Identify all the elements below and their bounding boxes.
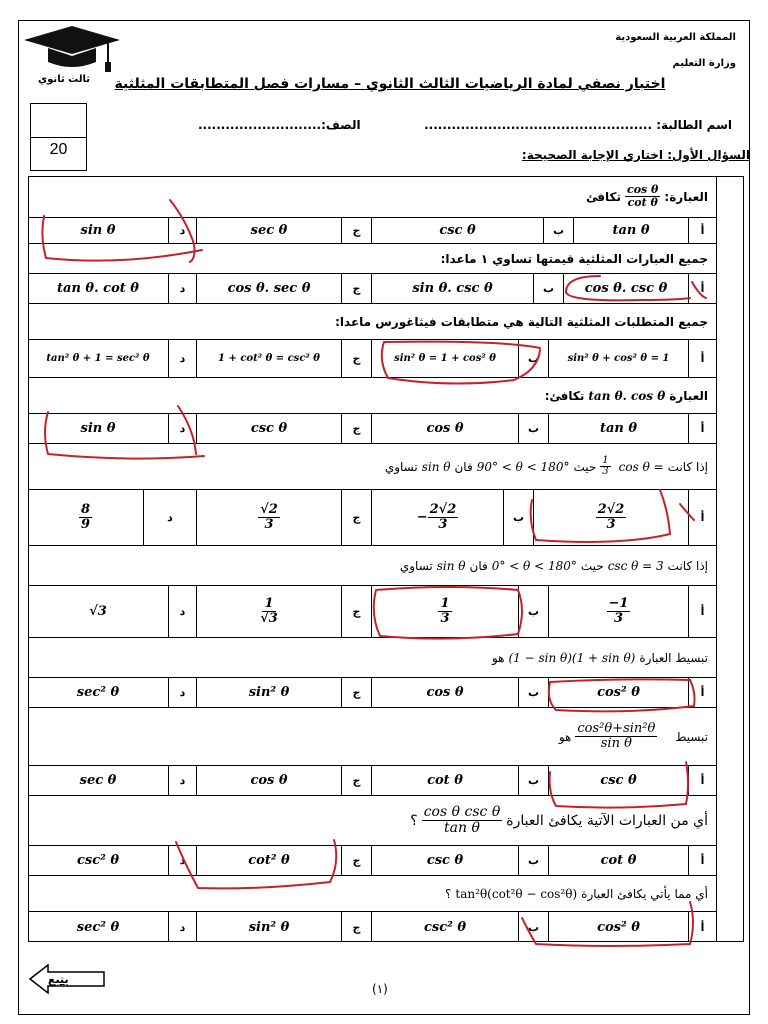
ministry-label: وزارة التعليم [672, 58, 736, 69]
option-b[interactable]: sin θ. csc θ [371, 274, 533, 303]
option-c[interactable]: cos θ. sec θ [196, 274, 341, 303]
page-number: (١) [372, 982, 388, 996]
option-a[interactable]: csc θ [548, 766, 688, 795]
option-a[interactable]: cot θ [548, 846, 688, 875]
grade-badge: ثالث ثانوي [38, 74, 91, 85]
option-a[interactable]: tan θ [548, 414, 688, 443]
option-b[interactable]: cot θ [371, 766, 518, 795]
option-c[interactable]: cos θ [196, 766, 341, 795]
option-a[interactable]: cos² θ [548, 678, 688, 707]
option-a[interactable]: cos θ. csc θ [563, 274, 688, 303]
question-1-options: أ tan θ ب csc θ ج sec θ د sin θ [28, 218, 716, 244]
option-d[interactable]: sec² θ [76, 685, 120, 700]
option-c[interactable]: $\frac{1}{√3}$ [196, 586, 341, 637]
question-8-options: أ csc θ ب cot θ ج cos θ د sec θ [28, 766, 716, 796]
option-d[interactable]: csc² θ [76, 853, 120, 868]
question-8-statement: تبسيط $\frac{\text{cos²θ+sin²θ}}{\text{sin θ}}$ هو [28, 708, 716, 766]
option-b[interactable]: − $\frac{2√2}{3}$ [371, 490, 503, 545]
student-name-field[interactable]: اسم الطالبة: .................................................. [424, 118, 732, 132]
option-b[interactable]: csc² θ [371, 912, 518, 942]
kingdom-label: المملكة العربية السعودية [615, 32, 736, 43]
option-a[interactable]: cos² θ [548, 912, 688, 942]
class-field[interactable]: الصف:........................... [198, 118, 361, 132]
question-7-statement: تبسيط العبارة (1 − sin θ)(1 + sin θ) هو [28, 638, 716, 678]
question-4-options: أ tan θ ب cos θ ج csc θ د sin θ [28, 414, 716, 444]
option-a[interactable]: $\frac{-1}{3}$ [548, 586, 688, 637]
option-a[interactable]: sin² θ + cos² θ = 1 [548, 340, 688, 377]
option-a[interactable]: tan θ [573, 218, 688, 243]
question-7-options: أ cos² θ ب cos θ ج sin² θ د sec² θ [28, 678, 716, 708]
question-10-options: أ cos² θ ب csc² θ ج sin² θ د sec² θ [28, 912, 716, 942]
option-d[interactable]: tan² θ + 1 = sec² θ [46, 353, 150, 364]
question-2-statement: جميع العبارات المثلثية قيمتها تساوي ١ ماعدا: [28, 244, 716, 274]
option-b[interactable]: sin² θ = 1 + cos² θ [371, 340, 518, 377]
question-6-options: أ $\frac{-1}{3}$ ب $\frac{1}{3}$ ج $\frac{1}{√3}$ د √3 [28, 586, 716, 638]
question-5-statement: إذا كانت cos θ = $\frac{1}{3}$ حيث 90° < θ < 180° فان sin θ تساوي [28, 444, 716, 490]
score-total: 20 [49, 141, 68, 158]
question-3-statement: جميع المتطلبات المثلثية التالية هي متطابقات فيثاغورس ماعدا: [28, 304, 716, 340]
continue-label: يتبع [48, 973, 69, 986]
question-2-options: أ cos θ. csc θ ب sin θ. csc θ ج cos θ. sec θ د tan θ. cot θ [28, 274, 716, 304]
option-b[interactable]: csc θ [371, 846, 518, 875]
option-d[interactable]: $\frac{8}{9}$ [80, 502, 91, 532]
option-d[interactable]: sec² θ [76, 919, 120, 935]
option-d[interactable]: sin θ [80, 421, 116, 436]
option-c[interactable]: sin² θ [196, 678, 341, 707]
option-d[interactable]: sin θ [80, 223, 116, 238]
question-6-statement: إذا كانت csc θ = 3 حيث 0° < θ < 180° فان sin θ تساوي [28, 546, 716, 586]
question-3-options: أ sin² θ + cos² θ = 1 ب sin² θ = 1 + cos² θ ج 1 + cot² θ = csc² θ د tan² θ + 1 = sec² θ [28, 340, 716, 378]
question-9-options: أ cot θ ب csc θ ج cot² θ د csc² θ [28, 846, 716, 876]
question-1-statement: العبارة: $\frac{\text{cos θ}}{\text{cot θ}}$ تكافئ [28, 176, 716, 218]
option-c[interactable]: sec θ [196, 218, 341, 243]
section-title: السؤال الأول: اختاري الإجابة الصحيحة: [521, 148, 750, 162]
question-4-statement: العبارة tan θ. cos θ تكافئ: [28, 378, 716, 414]
option-d[interactable]: tan θ. cot θ [57, 281, 139, 296]
option-c[interactable]: cot² θ [196, 846, 341, 875]
option-a[interactable]: $\frac{2√2}{3}$ [533, 490, 688, 545]
page-title: اختبار نصفي لمادة الرياضيات الثالث الثانوي – مسارات فصل المتطابقات المثلثية [114, 76, 666, 92]
question-5-options: أ $\frac{2√2}{3}$ ب − $\frac{2√2}{3}$ ج $\frac{√2}{3}$ د $\frac{8}{9}$ [28, 490, 716, 546]
option-b[interactable]: cos θ [371, 678, 518, 707]
option-d[interactable]: √3 [89, 604, 107, 619]
option-b[interactable]: csc θ [371, 218, 543, 243]
question-10-statement: أي مما يأتي يكافئ العبارة tan²θ(cot²θ − cos²θ) ؟ [28, 876, 716, 912]
score-box [30, 103, 87, 171]
option-c[interactable]: 1 + cot² θ = csc² θ [196, 340, 341, 377]
option-c[interactable]: $\frac{√2}{3}$ [196, 490, 341, 545]
option-b[interactable]: $\frac{1}{3}$ [371, 586, 518, 637]
graduation-cap-icon [22, 22, 122, 74]
question-9-statement: أي من العبارات الآتية يكافئ العبارة $\frac{\text{cos θ csc θ}}{\text{tan θ}}$ ؟ [28, 796, 716, 846]
option-c[interactable]: sin² θ [196, 912, 341, 942]
option-c[interactable]: csc θ [196, 414, 341, 443]
option-d[interactable]: sec θ [79, 773, 117, 788]
option-b[interactable]: cos θ [371, 414, 518, 443]
